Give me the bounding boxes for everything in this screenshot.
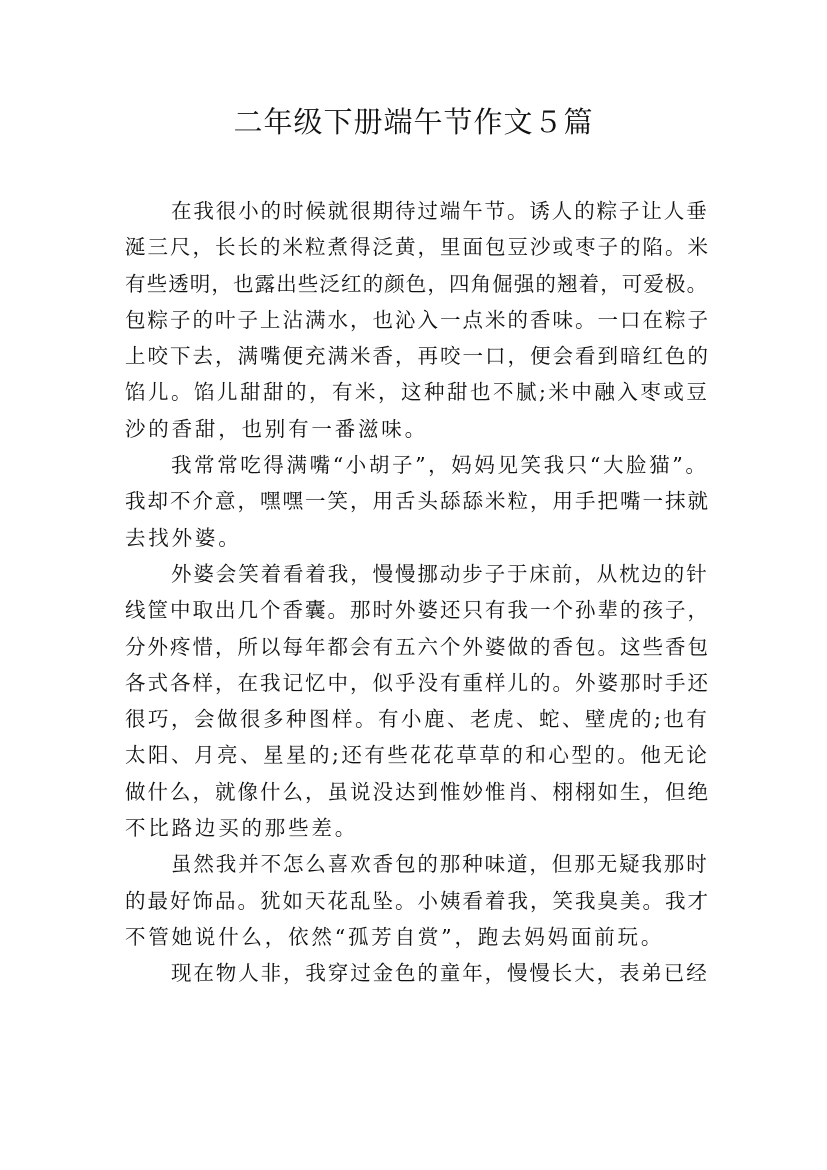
text-line: 太阳、月亮、星星的;还有些花花草草的和心型的。他无论: [125, 743, 710, 768]
text-line: 有些透明，也露出些泛红的颜色，四角倔强的翘着，可爱极。: [125, 271, 709, 296]
text-line: 虽然我并不怎么喜欢香包的那种味道，但那无疑我那时: [171, 852, 709, 877]
text-line: 包粽子的叶子上沾满水，也沁入一点米的香味。一口在粽子: [125, 307, 710, 332]
text-line: 沙的香甜，也别有一番滋味。: [125, 416, 428, 441]
text-line: 的最好饰品。犹如天花乱坠。小姨看着我，笑我臭美。我才: [125, 888, 710, 913]
text-line: 分外疼惜，所以每年都会有五六个外婆做的香包。这些香包: [125, 634, 710, 659]
text-line: 涎三尺，长长的米粒煮得泛黄，里面包豆沙或枣子的陷。米: [125, 235, 710, 260]
document-title: 二年级下册端午节作文５篇: [233, 105, 594, 139]
text-line: 去找外婆。: [125, 525, 242, 550]
text-line: 不比路边买的那些差。: [125, 816, 358, 841]
text-line: 我却不介意，嘿嘿一笑，用舌头舔舔米粒，用手把嘴一抹就: [125, 489, 710, 514]
text-line: 各式各样，在我记忆中，似乎没有重样儿的。外婆那时手还: [125, 670, 710, 695]
document-body: [125, 193, 710, 992]
text-line: 外婆会笑着看着我，慢慢挪动步子于床前，从枕边的针: [171, 561, 709, 586]
text-line: 不管她说什么，依然“孤芳自赏”，跑去妈妈面前玩。: [125, 924, 665, 949]
text-line: 线筐中取出几个香囊。那时外婆还只有我一个孙辈的孩子，: [125, 598, 710, 623]
text-line: 做什么，就像什么，虽说没达到惟妙惟肖、栩栩如生，但绝: [125, 779, 710, 804]
text-line: 现在物人非，我穿过金色的童年，慢慢长大，表弟已经: [171, 961, 709, 986]
text-line: 我常常吃得满嘴“小胡子”，妈妈见笑我只“大脸猫”。: [171, 453, 709, 478]
text-line: 馅儿。馅儿甜甜的，有米，这种甜也不腻;米中融入枣或豆: [125, 380, 710, 405]
text-line: 在我很小的时候就很期待过端午节。诱人的粽子让人垂: [171, 199, 709, 223]
text-line: 很巧，会做很多种图样。有小鹿、老虎、蛇、壁虎的;也有: [125, 707, 710, 732]
text-line: 上咬下去，满嘴便充满米香，再咬一口，便会看到暗红色的: [125, 344, 710, 369]
